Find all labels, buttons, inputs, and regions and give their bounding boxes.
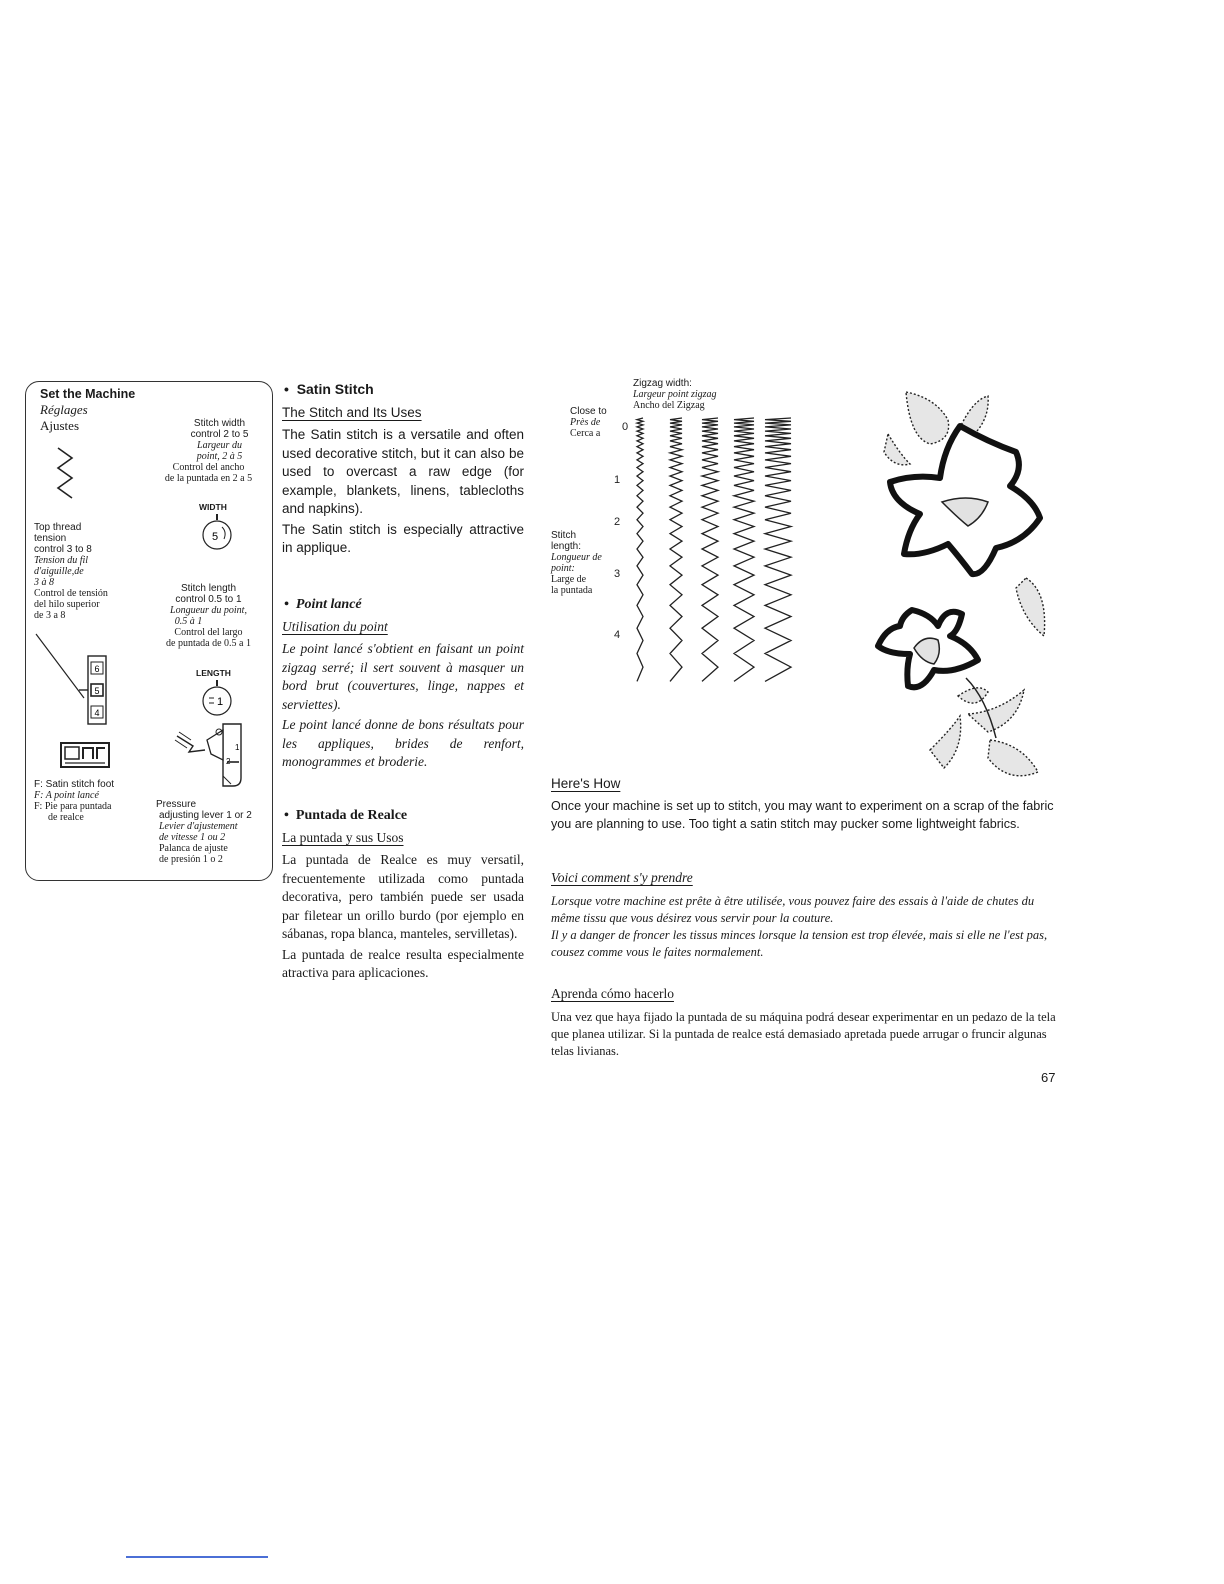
flower-applique-illustration [848,378,1053,790]
length-tick-label: 1 [614,474,621,486]
howto-spanish [551,986,1063,1060]
satin-stitch-foot-icon [59,739,111,773]
heading-heres-how: Here's How [551,776,621,791]
width-label: WIDTH [199,502,227,512]
svg-text:1: 1 [235,743,240,752]
heading-point-lance: • Point lancé [284,597,362,612]
settings-title-en: Set the Machine [40,387,136,401]
howto-french [551,870,1063,961]
stitch-length-label: Stitch length: Longueur de point: Large de la puntada [551,530,602,596]
zigzag-lines [637,418,791,681]
paragraph: Le point lancé donne de bons résultats pour les appliques, brides de renfort, monogrammes et broderie. [282,717,524,769]
heading-puntada-realce: • Puntada de Realce [284,808,408,823]
howto-english [551,776,1063,833]
subheading-stitch-uses: The Stitch and Its Uses [282,405,422,420]
paragraph: Le point lancé s'obtient en faisant un point zigzag serré; il sert souvent à masquer un bord brut (couvertures, linge, nappes et serviettes). [282,641,524,712]
length-label: LENGTH [196,668,231,678]
stitch-width-text: Stitch width control 2 to 5 Largeur du point, 2 à 5 Control del ancho de la puntada en 2 a 5 [164,418,253,484]
svg-text:2: 2 [226,757,231,766]
length-tick-label: 2 [614,516,621,528]
subheading-puntada-usos: La puntada y sus Usos [282,830,404,845]
svg-text:1: 1 [216,696,224,708]
tension-dial-numbers [94,664,99,718]
width-dial-icon [197,512,237,552]
svg-text:4: 4 [94,708,100,718]
close-to-label: Close to Près de Cerca a [570,406,607,439]
zigzag-sample-5 [765,418,791,681]
length-dial-icon [197,678,237,718]
footer-rule [126,1556,268,1558]
paragraph: Una vez que haya fijado la puntada de su máquina podrá desear experimentar en un pedazo de la tela que planea utilizar. Si la puntada de realce está demasiado apretada puede arrugar o fruncir algunas telas livianas. [551,1010,1056,1058]
subheading-utilisation: Utilisation du point [282,619,388,634]
pressure-lever-illustration [171,720,257,792]
settings-title-fr: Réglages [40,402,88,417]
zigzag-stitch-samples [600,410,820,690]
length-tick-label: 4 [614,629,621,641]
zigzag-sample-2 [670,418,682,681]
paragraph: The Satin stitch is especially attractive in applique. [282,521,524,555]
paragraph: La puntada de realce resulta especialmente atractiva para aplicaciones. [282,946,524,980]
paragraph: The Satin stitch is a versatile and often used decorative stitch, but it can also be used to overcast a raw edge (for example, blankets, linens, tablecloths and napkins). [282,427,524,516]
paragraph: Il y a danger de froncer les tissus minces lorsque la tension est trop élevée, mais si elle ne l'est pas, cousez comme vous le faites normalement. [551,928,1048,959]
svg-text:6: 6 [94,664,100,674]
paragraph: La puntada de Realce es muy versatil, frecuentemente utilizada como puntada decorativa, pero también puede ser usada par filetear un orillo burdo (por ejemplo en sábanas, ropa blanca, manteles, servilletas). [282,852,524,941]
zigzag-stitch-icon [54,446,78,502]
zigzag-width-label: Zigzag width: Largeur point zigzag Ancho del Zigzag [633,378,717,411]
heading-voici-comment: Voici comment s'y prendre [551,870,693,885]
stitch-length-text: Stitch length control 0.5 to 1 Longueur du point, 0.5 à 1 Control del largo de puntada de 0.5 a 1 [166,583,251,649]
heading-aprenda-como: Aprenda cómo hacerlo [551,986,674,1001]
pressure-lever-text: Pressure adjusting lever 1 or 2 Levier d'ajustement de vitesse 1 ou 2 Palanca de ajuste de presión 1 o 2 [156,799,252,865]
svg-text:5: 5 [211,531,219,543]
page-number: 67 [1041,1070,1056,1085]
length-tick-label: 0 [622,421,629,433]
svg-text:5: 5 [94,686,100,696]
paragraph: Once your machine is set up to stitch, you may want to experiment on a scrap of the fabric you are planning to use. Too tight a satin stitch may pucker some lightweight fabrics. [551,799,1054,831]
spanish-section [282,808,524,983]
length-tick-label: 3 [614,568,621,580]
machine-settings-panel [25,381,273,881]
tension-dial-illustration [34,632,114,732]
paragraph: Lorsque votre machine est prête à être utilisée, vous pouvez faire des essais à l'aide de chutes du même tissu que vous désirez vous servir pour la couture. [551,894,1035,925]
zigzag-sample-4 [734,418,754,681]
heading-satin-stitch: • Satin Stitch [284,381,374,397]
length-scale [614,421,628,641]
tension-control-text: Top thread tension control 3 to 8 Tension du fil d'aiguille,de 3 à 8 Control de tensión del hilo superior de 3 a 8 [34,522,108,621]
english-section [282,381,524,558]
zigzag-sample-1 [637,418,643,681]
french-section [282,597,524,772]
foot-label: F: Satin stitch foot F: A point lancé F: Pie para puntada de realce [34,779,115,823]
zigzag-sample-3 [702,418,718,681]
settings-title-es: Ajustes [40,418,79,433]
